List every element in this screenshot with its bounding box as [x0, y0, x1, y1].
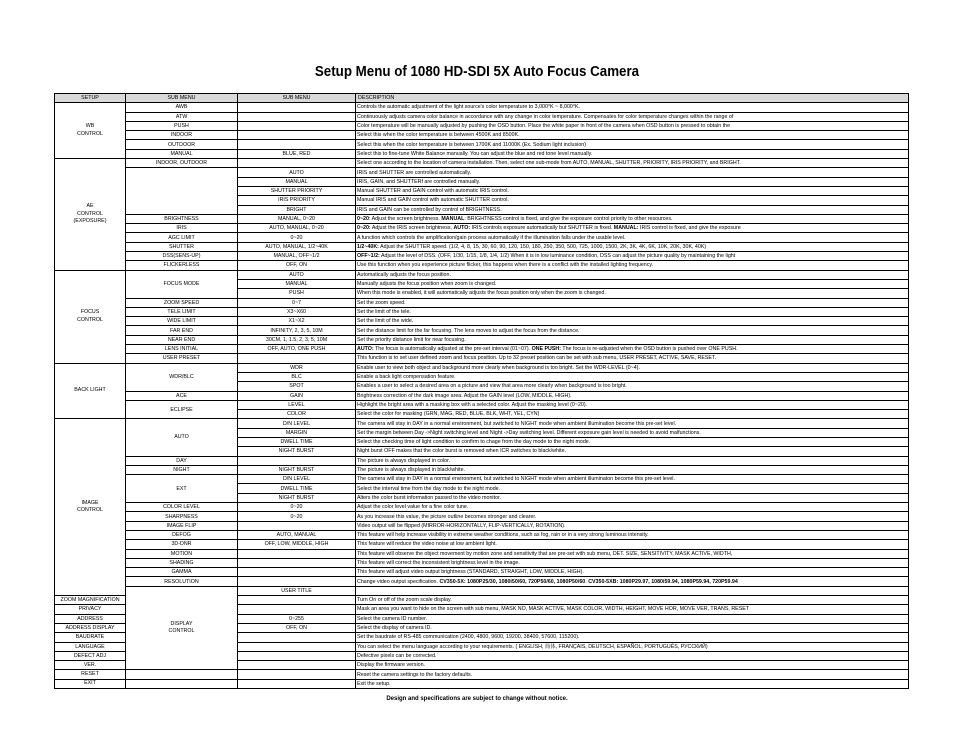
description-cell: Set the limit of the wide. — [356, 317, 909, 326]
sub-menu-2-cell — [238, 577, 356, 586]
sub-menu-2-cell: LEVEL — [238, 400, 356, 409]
description-cell: This feature will observe the object movement by motion zone and sensitivity that are pre-set with sub menu, DET. SIZE, SENSITIVITY, MASK ACTIVE, WIDTH, — [356, 549, 909, 558]
sub-menu-1-cell: WDR/BLC — [126, 363, 238, 391]
sub-menu-1-cell: FLICKERLESS — [126, 261, 238, 270]
description-cell: Brightness correction of the dark image area. Adjust the GAIN level (LOW, MIDDLE, HIGH). — [356, 391, 909, 400]
page-title: Setup Menu of 1080 HD-SDI 5X Auto Focus Camera — [314, 64, 640, 80]
setup-menu-table — [54, 93, 909, 689]
sub-menu-1-cell: ECLIPSE — [126, 400, 238, 419]
sub-menu-1-cell: EXT — [126, 475, 238, 503]
sub-menu-1-cell: DEFECT ADJ — [55, 651, 126, 660]
sub-menu-2-cell: NIGHT BURST — [238, 493, 356, 502]
description-cell: Enable user to view both object and background more clearly when background is too bright. Set the WDR-LEVEL (0~4). — [356, 363, 909, 372]
sub-menu-1-cell: SHUTTER — [126, 242, 238, 251]
table-row — [55, 298, 909, 307]
table-row — [55, 140, 909, 149]
sub-menu-2-cell — [238, 521, 356, 530]
sub-menu-2-cell: PUSH — [238, 289, 356, 298]
sub-menu-1-cell: OUTDOOR — [126, 140, 238, 149]
sub-menu-2-cell: DWELL TIME — [238, 437, 356, 446]
description-cell: Video output will be flipped (MIRROR-HORIZONTALLY, FLIP-VERTICALLY, ROTATION). — [356, 521, 909, 530]
table-header-row — [55, 94, 909, 103]
sub-menu-1-cell — [126, 670, 238, 679]
sub-menu-1-cell: ATW — [126, 112, 238, 121]
table-row — [55, 363, 909, 372]
sub-menu-2-cell: NIGHT BURST — [238, 447, 356, 456]
sub-menu-1-cell: ACE — [126, 391, 238, 400]
sub-menu-1-cell: BRIGHTNESS — [126, 214, 238, 223]
description-cell: The picture is always displayed in color. — [356, 456, 909, 465]
description-cell: When this mode is enabled, it will automatically adjusts the focus position only when the zoom is changed. — [356, 289, 909, 298]
sub-menu-1-cell: IRIS — [126, 224, 238, 233]
sub-menu-2-cell: AUTO, MANUAL — [238, 530, 356, 539]
setup-group-cell: DISPLAY CONTROL — [126, 586, 238, 670]
description-cell: Select the camera ID number. — [356, 614, 909, 623]
description-cell: Continuously adjusts camera color balance in accordance with any change in color temperature. Compensates for color temperature changes within the range of — [356, 112, 909, 121]
description-keyword: MANUAL — [441, 216, 465, 222]
description-cell: This feature will help increase visibility in extreme weather conditions, such as fog, rain or in a very strong luminous intensity. — [356, 530, 909, 539]
setup-group-cell: FOCUS CONTROL — [55, 270, 126, 363]
description-cell: Mask an area you want to hide on the screen with sub menu, MASK NO, MASK ACTIVE, MASK COLOR, WIDTH, HEIGHT, MOVE HOR, MOVE VER, TRANS, RESET — [356, 605, 909, 614]
description-cell: Highlight the bright area with a masking box with a selected color. Adjust the masking level (0~20). — [356, 400, 909, 409]
description-cell: Set the zoom speed. — [356, 298, 909, 307]
description-cell: Select one according to the location of camera installation. Then, select one sub-mode from AUTO, MANUAL, SHUTTER, PRIORITY, IRIS PRIORITY, and BRIGHT. — [356, 159, 909, 168]
table-row — [55, 521, 909, 530]
table-row — [55, 465, 909, 474]
description-cell: Display the firmware version. — [356, 661, 909, 670]
description-cell: Set the priority distance limit for near focusing. — [356, 335, 909, 344]
description-cell: Automatically adjusts the focus position. — [356, 270, 909, 279]
table-row — [55, 214, 909, 223]
description-cell: Set the distance limit for the far focusing. The lens moves to adjust the focus from the distance. — [356, 326, 909, 335]
sub-menu-1-cell: AGC LIMIT — [126, 233, 238, 242]
description-cell: The camera will stay in DAY in a normal environment, but switched to NIGHT mode when ambient illuminaton become this pre-set level. — [356, 475, 909, 484]
description-cell: The camera will stay in DAY in a normal environment, but switched to NIGHT mode when ambient illumination become this pre-set level. — [356, 419, 909, 428]
sub-menu-1-cell: LENS INITIAL — [126, 345, 238, 354]
description-cell: This function is to set user defined zoom and focus position. Up to 32 preset position can be set with sub menu, USER PRESET, ACTIVE, SAVE, RESET. — [356, 354, 909, 363]
table-row — [55, 419, 909, 428]
sub-menu-2-cell: GAIN — [238, 391, 356, 400]
description-cell: Change video output specification. CV350-5X: 1080P25/30, 1080i50/60, 720P50/60, 1080P50/60. CV350-5XB: 1080P29.97, 1080i59.94, 1080P59.94, 720P59.94 — [356, 577, 909, 586]
description-cell: Set the limit of the tele. — [356, 307, 909, 316]
sub-menu-2-cell: BLUE, RED — [238, 149, 356, 158]
sub-menu-2-cell: DWELL TIME — [238, 484, 356, 493]
description-cell: Night burst OFF makes that the color burst is removed when ICR switches to black/white. — [356, 447, 909, 456]
sub-menu-2-cell: D/N LEVEL — [238, 419, 356, 428]
description-cell: As you increase this value, the picture outline becomes stronger and clearer. — [356, 512, 909, 521]
description-cell: Turn On or off of the zoom scale display. — [356, 596, 909, 605]
sub-menu-1-cell: GAMMA — [126, 568, 238, 577]
sub-menu-1-cell: DSS(SENS-UP) — [126, 252, 238, 261]
sub-menu-2-cell — [238, 131, 356, 140]
description-cell: This feature will correct the inconsistent brightness level in the image. — [356, 558, 909, 567]
sub-menu-1-cell: SHADING — [126, 558, 238, 567]
setup-group-cell: BACK LIGHT — [55, 363, 126, 419]
sub-menu-2-cell — [238, 159, 356, 168]
description-cell: Select the color for masking (GRN, MAG, RED, BLUE, BLK, WHT, YEL, CYN) — [356, 410, 909, 419]
sub-menu-1-cell: ZOOM SPEED — [126, 298, 238, 307]
sub-menu-2-cell: OFF, LOW, MIDDLE, HIGH — [238, 540, 356, 549]
table-row — [55, 549, 909, 558]
description-cell: Set the margin between Day ->Night switching level and Night ->Day switching level. Different exposure gain level is needed to avoid malfunctions. — [356, 428, 909, 437]
description-cell: Enable a back light compensation feature. — [356, 372, 909, 381]
sub-menu-1-cell: DEFOG — [126, 530, 238, 539]
table-row — [55, 121, 909, 130]
description-cell: This feature will reduce the video noise at low ambient light. — [356, 540, 909, 549]
sub-menu-2-cell: 0~7 — [238, 298, 356, 307]
table-row — [55, 112, 909, 121]
sub-menu-1-cell: SHARPNESS — [126, 512, 238, 521]
sub-menu-2-cell: AUTO, MANUAL, 0~20 — [238, 224, 356, 233]
table-row — [55, 345, 909, 354]
table-row — [55, 679, 909, 688]
table-row — [55, 335, 909, 344]
table-row — [55, 131, 909, 140]
sub-menu-2-cell: X3~X60 — [238, 307, 356, 316]
table-row — [55, 252, 909, 261]
sub-menu-2-cell: SPOT — [238, 382, 356, 391]
sub-menu-1-cell: MOTION — [126, 549, 238, 558]
table-row — [55, 503, 909, 512]
sub-menu-2-cell — [238, 679, 356, 688]
table-row — [55, 354, 909, 363]
sub-menu-1-cell: PRIVACY — [55, 605, 126, 614]
table-row — [55, 326, 909, 335]
table-row — [55, 168, 909, 177]
footer-note: Design and specifications are subject to change without notice. — [386, 696, 568, 702]
sub-menu-1-cell: IMAGE FLIP — [126, 521, 238, 530]
sub-menu-2-cell: INFINITY, 2, 3, 5, 10M — [238, 326, 356, 335]
sub-menu-1-cell: MANUAL — [126, 149, 238, 158]
header-sub-menu-2: SUB MENU — [238, 94, 356, 103]
sub-menu-2-cell: MANUAL, OFF~1/2 — [238, 252, 356, 261]
description-cell: Controls the automatic adjustment of the light source's color temperature to 3,000°K ~ 8,000°K. — [356, 103, 909, 112]
sub-menu-2-cell: NIGHT BURST — [238, 465, 356, 474]
setup-group-cell: RESET — [55, 670, 126, 679]
sub-menu-1-cell: COLOR LEVEL — [126, 503, 238, 512]
description-cell: IRIS and GAIN can be controlled by control of BRIGHTNESS. — [356, 205, 909, 214]
description-cell: Select the interval time from the day mode to the night mode. — [356, 484, 909, 493]
table-row — [55, 475, 909, 484]
sub-menu-2-cell: 30CM, 1, 1.5, 2, 3, 5, 10M — [238, 335, 356, 344]
setup-group-cell: IMAGE CONTROL — [55, 419, 126, 596]
description-cell: Manual IRIS and GAIN control with automatic SHUTTER control. — [356, 196, 909, 205]
description-cell: IRIS, GAIN, and SHUTTERf are controlled manually. — [356, 177, 909, 186]
setup-group-cell: EXIT — [55, 679, 126, 688]
table-row — [55, 391, 909, 400]
sub-menu-2-cell — [238, 605, 356, 614]
sub-menu-2-cell — [238, 140, 356, 149]
table-row — [55, 568, 909, 577]
sub-menu-1-cell: 3D-DNR — [126, 540, 238, 549]
table-row — [55, 149, 909, 158]
sub-menu-2-cell — [238, 670, 356, 679]
table-row — [55, 307, 909, 316]
setup-group-cell: WB CONTROL — [55, 103, 126, 159]
description-cell: 0~20: Adjust the IRIS screen brightness. AUTO: IRIS controls exposure automatically but SHUTTER is fixed. MANUAL: IRIS control is fixed, and give the exposure — [356, 224, 909, 233]
description-keyword: 0~20 — [357, 216, 369, 222]
sub-menu-2-cell: AUTO — [238, 168, 356, 177]
sub-menu-2-cell: OFF, AUTO, ONE PUSH — [238, 345, 356, 354]
sub-menu-2-cell — [238, 558, 356, 567]
description-cell: Select this when the color temperature is between 4500K and 8500K. — [356, 131, 909, 140]
table-row — [55, 540, 909, 549]
table-row — [55, 400, 909, 409]
sub-menu-1-cell: AWB — [126, 103, 238, 112]
description-cell: A function which controls the amplification/gain process automatically if the illumination falls under the usable level. — [356, 233, 909, 242]
sub-menu-1-cell: FOCUS MODE — [126, 270, 238, 298]
header-description: DESCRIPTION — [356, 94, 909, 103]
description-cell: AUTO: The focus is automatically adjusted at the pre-set interval (01~07). ONE PUSH: The focus is re-adjusted when the OSD button is pushed over ONE PUSH. — [356, 345, 909, 354]
sub-menu-2-cell: COLOR — [238, 410, 356, 419]
description-cell: Color temperature will be manually adjusted by pushing the OSD button. Place the white paper in front of the camera when OSD button is pressed to obtain the — [356, 121, 909, 130]
sub-menu-1-cell: USER TITLE — [238, 586, 356, 595]
table-row — [55, 242, 909, 251]
description-cell — [356, 214, 909, 223]
table-row — [55, 261, 909, 270]
table-row — [55, 233, 909, 242]
sub-menu-2-cell — [238, 354, 356, 363]
sub-menu-2-cell — [238, 596, 356, 605]
sub-menu-2-cell — [238, 549, 356, 558]
setup-group-cell: AE CONTROL (EXPOSURE) — [55, 159, 126, 271]
description-cell: IRIS and SHUTTER are controlled automatically. — [356, 168, 909, 177]
sub-menu-2-cell: 0~20 — [238, 233, 356, 242]
sub-menu-2-cell — [238, 103, 356, 112]
sub-menu-2-cell: D/N LEVEL — [238, 475, 356, 484]
sub-menu-1-cell: INDOOR, OUTDOOR — [126, 159, 238, 168]
sub-menu-2-cell — [238, 651, 356, 660]
sub-menu-1-cell — [126, 679, 238, 688]
sub-menu-2-cell — [238, 661, 356, 670]
sub-menu-1-cell: WIDE LIMIT — [126, 317, 238, 326]
description-cell: 1/2~40K: Adjust the SHUTTER speed. (1/2, 4, 8, 15, 30, 60, 90, 120, 150, 180, 250, 350, 500, 725, 1000, 1500, 2K, 3K, 4K, 6K, 10K, 20K, 30K, 40K) — [356, 242, 909, 251]
sub-menu-2-cell: MARGIN — [238, 428, 356, 437]
sub-menu-2-cell: 0~20 — [238, 512, 356, 521]
header-sub-menu-1: SUB MENU — [126, 94, 238, 103]
table-row — [55, 586, 909, 595]
sub-menu-2-cell: 0~20 — [238, 503, 356, 512]
sub-menu-1-cell: RESOLUTION — [126, 577, 238, 586]
header-setup: SETUP — [55, 94, 126, 103]
description-cell: Select the display of camera ID. — [356, 623, 909, 632]
description-cell: This feature will adjust video output brightness (STANDARD, STRAIGHT, LOW, MIDDLE, HIGH). — [356, 568, 909, 577]
sub-menu-1-cell — [126, 168, 238, 214]
description-cell: You can select the menu language according to your requirements. ( ENGLISH, 简体, FRANÇAIS, DEUTSCH, ESPAÑOL, PORTUGUÊS, РУССКИЙ) — [356, 642, 909, 651]
sub-menu-1-cell: ZOOM MAGNIFICATION — [55, 596, 126, 605]
table-row — [55, 103, 909, 112]
table-row — [55, 512, 909, 521]
sub-menu-1-cell: NEAR END — [126, 335, 238, 344]
sub-menu-2-cell — [238, 456, 356, 465]
table-row — [55, 670, 909, 679]
sub-menu-1-cell: FAR END — [126, 326, 238, 335]
description-cell: Enables a user to select a desired area on a picture and view that area more clearly when background is too bright. — [356, 382, 909, 391]
sub-menu-1-cell: PUSH — [126, 121, 238, 130]
sub-menu-2-cell: 0~255 — [238, 614, 356, 623]
sub-menu-2-cell — [238, 112, 356, 121]
sub-menu-1-cell: USER PRESET — [126, 354, 238, 363]
description-cell: The picture is always displayed in black/white. — [356, 465, 909, 474]
sub-menu-2-cell: MANUAL, 0~20 — [238, 214, 356, 223]
table-row — [55, 530, 909, 539]
sub-menu-2-cell: AUTO, MANUAL, 1/2~40K — [238, 242, 356, 251]
sub-menu-1-cell: NIGHT — [126, 465, 238, 474]
table-row — [55, 224, 909, 233]
table-row — [55, 159, 909, 168]
sub-menu-1-cell: BAUDRATE — [55, 633, 126, 642]
sub-menu-2-cell — [238, 633, 356, 642]
description-cell: Manual SHUTTER and GAIN control with automatic IRIS control. — [356, 186, 909, 195]
description-cell: OFF~1/2: Adjust the level of DSS. (OFF, 1/30, 1/15, 1/8, 1/4, 1/2) When it is in low luminance condition, DSS can adjust the picture quality by maintaining the light — [356, 252, 909, 261]
table-row — [55, 577, 909, 586]
sub-menu-2-cell — [238, 568, 356, 577]
description-text: : Adjust the screen brightness. — [368, 216, 442, 222]
table-body — [55, 103, 909, 689]
sub-menu-2-cell: MANUAL — [238, 177, 356, 186]
sub-menu-2-cell: BRIGHT — [238, 205, 356, 214]
sub-menu-1-cell: ADDRESS — [55, 614, 126, 623]
sub-menu-2-cell: X1~X2 — [238, 317, 356, 326]
description-cell: Use this function when you experience picture flicker, this happens when there is a conflict with the installed lighting frequency. — [356, 261, 909, 270]
description-cell: Alters the color burst information passed to the video monitor. — [356, 493, 909, 502]
description-text: : BRIGHTNESS control is fixed, and give the exposure control priority to other resources. — [464, 216, 673, 222]
sub-menu-2-cell: WDR — [238, 363, 356, 372]
sub-menu-1-cell: DAY — [126, 456, 238, 465]
table-row — [55, 456, 909, 465]
sub-menu-2-cell — [356, 586, 909, 595]
table-row — [55, 558, 909, 567]
sub-menu-2-cell: OFF, ON — [238, 623, 356, 632]
sub-menu-2-cell: OFF, ON — [238, 261, 356, 270]
description-cell: Defective pixels can be corrected. — [356, 651, 909, 660]
description-cell: Select this to fine-tune White Balance manually. You can adjust the blue and red tone level manually. — [356, 149, 909, 158]
sub-menu-1-cell: ADDRESS DISPLAY — [55, 623, 126, 632]
sub-menu-1-cell: VER. — [55, 661, 126, 670]
sub-menu-2-cell: SHUTTER PRIORITY — [238, 186, 356, 195]
sub-menu-2-cell: MANUAL — [238, 279, 356, 288]
sub-menu-2-cell — [238, 642, 356, 651]
description-cell: Reset the camera settings to the factory defaults. — [356, 670, 909, 679]
sub-menu-1-cell: INDOOR — [126, 131, 238, 140]
sub-menu-2-cell: BLC — [238, 372, 356, 381]
description-cell: Select this when the color temperature is between 1700K and 11000K (Ex. Sodium light inclusion) — [356, 140, 909, 149]
description-cell: Adjust the color level value for a fine color tune. — [356, 503, 909, 512]
sub-menu-1-cell: AUTO — [126, 419, 238, 456]
sub-menu-2-cell: AUTO — [238, 270, 356, 279]
sub-menu-1-cell: TELE LIMIT — [126, 307, 238, 316]
description-cell: Select the checking time of light condition to confirm to chage from the day mode to the night mode. — [356, 437, 909, 446]
sub-menu-2-cell: IRIS PRIORITY — [238, 196, 356, 205]
description-cell: Set the baudrate of RS-485 communication (2400, 4800, 9600, 19200, 38400, 57600, 115200). — [356, 633, 909, 642]
sub-menu-2-cell — [238, 121, 356, 130]
sub-menu-1-cell: LANGUAGE — [55, 642, 126, 651]
table-row — [55, 317, 909, 326]
description-cell: Manually adjusts the focus position when zoom is changed. — [356, 279, 909, 288]
description-cell: Exit the setup. — [356, 679, 909, 688]
table-row — [55, 270, 909, 279]
